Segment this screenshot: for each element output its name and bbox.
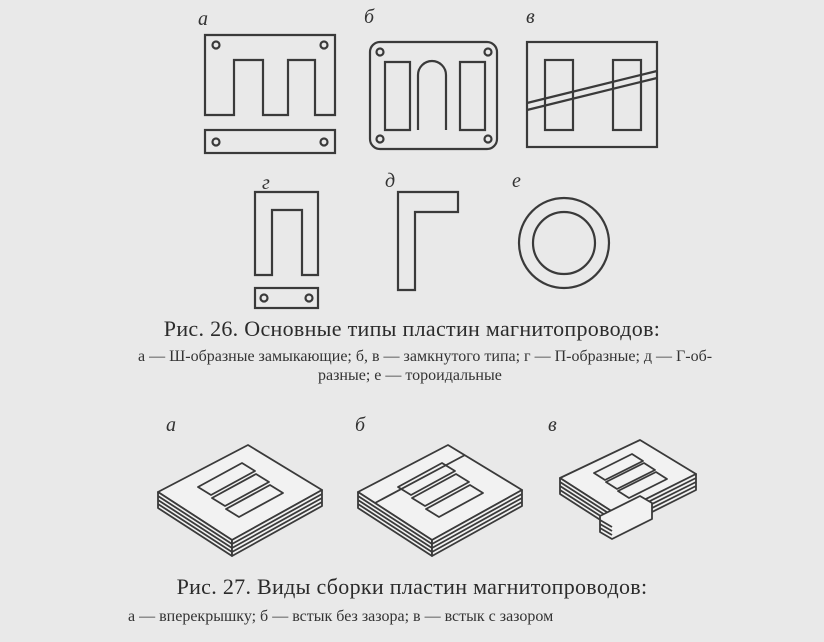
core-stack-overlap (158, 445, 322, 556)
fig26-label-e: е (512, 170, 521, 192)
p-shaped-plate (255, 192, 318, 275)
closed-plate-centre (418, 61, 446, 130)
closed-plate-window-right (460, 62, 485, 130)
plate-hole (213, 139, 220, 146)
plate-hole (485, 49, 492, 56)
plate-hole (485, 136, 492, 143)
fig26-label-a: а (198, 8, 208, 30)
plate-hole (321, 42, 328, 49)
g-shaped-plate (398, 192, 458, 290)
split-plate-window-right (613, 60, 641, 130)
core-stack-butt-with-gap (560, 440, 696, 539)
plate-hole (213, 42, 220, 49)
fig26-label-d: д (385, 170, 396, 192)
fig26-label-g: г (262, 172, 270, 194)
fig27-label-v: в (548, 414, 557, 436)
split-plate-cut (527, 71, 657, 103)
plate-hole (377, 49, 384, 56)
closing-bar (205, 130, 335, 153)
fig26-caption-line1: а — Ш-образные замыкающие; б, в — замкнутого типа; г — П-образные; д — Г-об- (138, 348, 713, 365)
fig27-label-b: б (355, 414, 366, 436)
toroid-inner (533, 212, 595, 274)
p-closing-bar (255, 288, 318, 308)
fig27-caption-line: а — вперекрышку; б — встык без зазора; в — встык с зазором (128, 608, 554, 625)
fig27-caption-title: Рис. 27. Виды сборки пластин магнитопроводов: (176, 574, 648, 599)
plate-hole (377, 136, 384, 143)
closed-plate-window-left (385, 62, 410, 130)
fig26-label-v: в (526, 6, 535, 28)
fig27-label-a: а (166, 414, 176, 436)
sh-shaped-plate (205, 35, 335, 115)
plate-hole (321, 139, 328, 146)
fig26-caption-line2: разные; е — тороидальные (318, 367, 502, 384)
plate-hole (306, 295, 313, 302)
split-plate-cut (527, 78, 657, 110)
fig26-caption-title: Рис. 26. Основные типы пластин магнитопроводов: (163, 316, 661, 341)
fig26-label-b: б (364, 6, 375, 28)
plate-hole (261, 295, 268, 302)
core-stack-butt-no-gap (358, 445, 522, 556)
closed-plate-outer (370, 42, 497, 149)
